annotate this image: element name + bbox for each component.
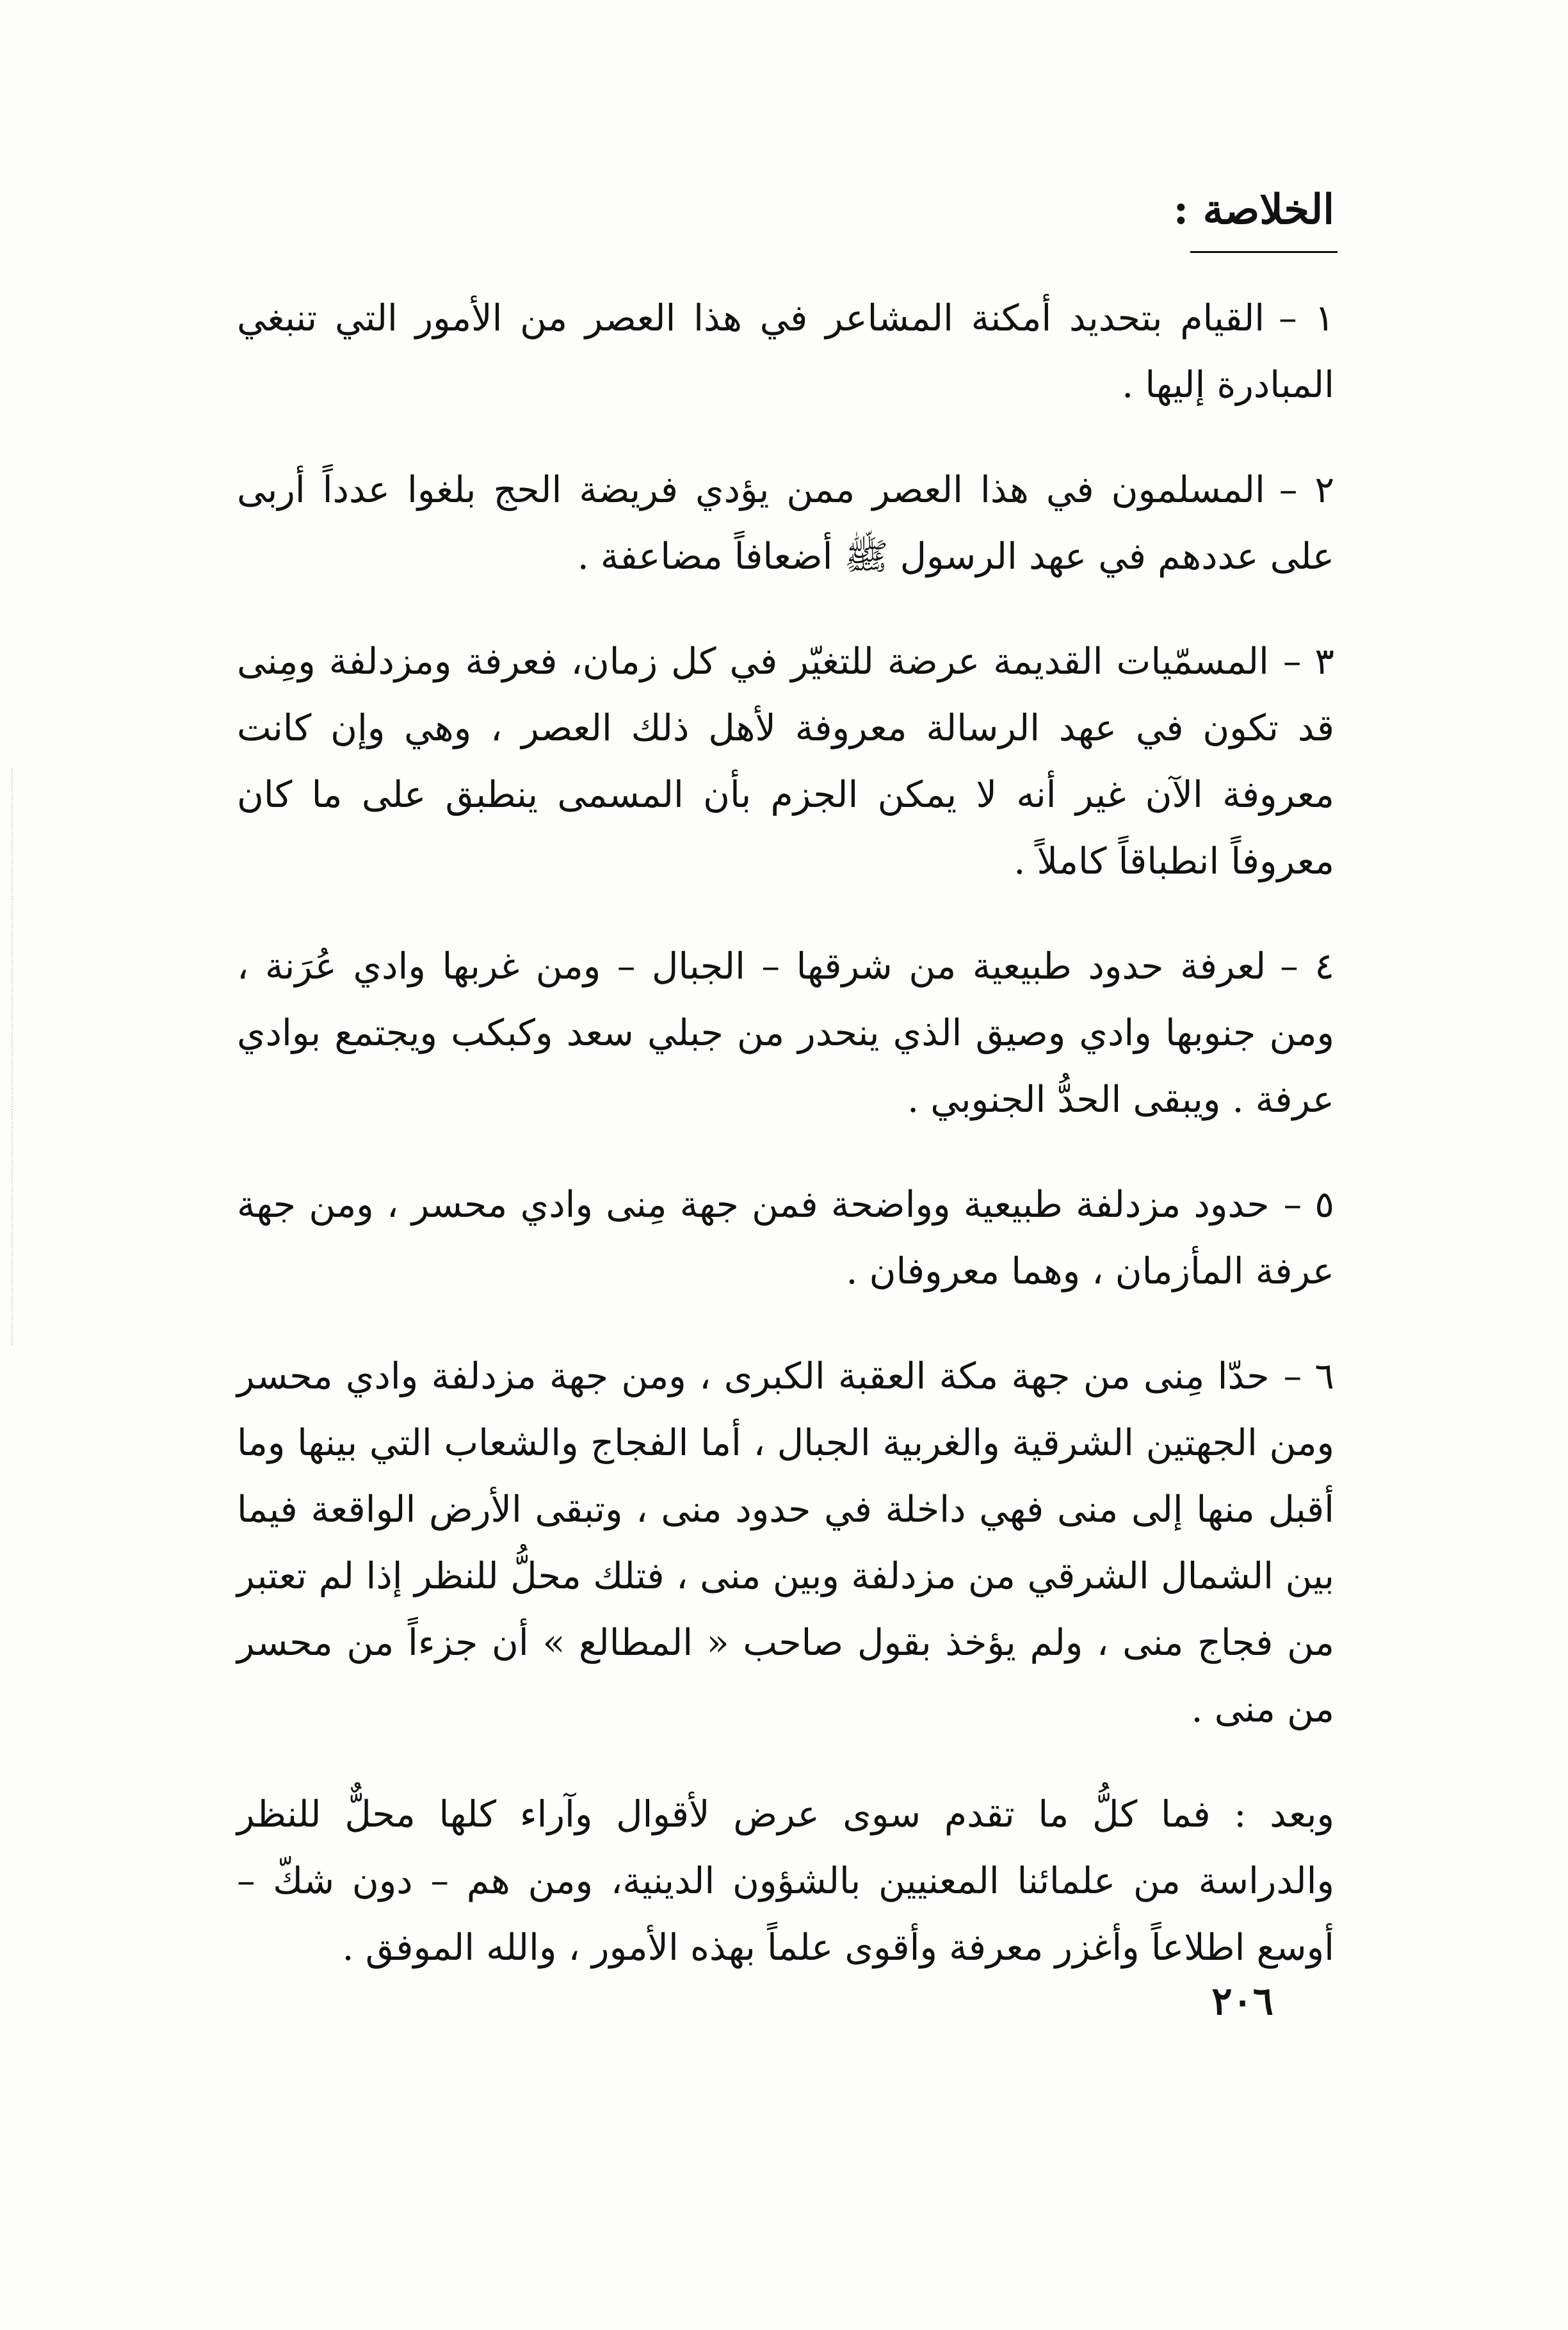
- item-number: ٣ –: [1282, 640, 1334, 683]
- summary-item-6: [237, 1343, 1334, 1743]
- item-number: ٢ –: [1279, 469, 1334, 511]
- item-text: المسلمون في هذا العصر ممن يؤدي فريضة الحج بلغوا عدداً أربى على عددهم في عهد الرسول ﷺ أضعافاً مضاعفة .: [237, 469, 1334, 578]
- heading-underline: [1190, 251, 1338, 253]
- summary-content: [237, 285, 1334, 2019]
- summary-item-5: [237, 1171, 1334, 1305]
- item-text: لعرفة حدود طبيعية من شرقها – الجبال – ومن غربها وادي عُرَنة ، ومن جنوبها وادي وصيق الذي ينحدر من جبلي سعد وكبكب ويجتمع بوادي عرفة . ويبقى الحدُّ الجنوبي .: [237, 945, 1334, 1121]
- summary-item-4: [237, 933, 1334, 1133]
- item-text: حدّا مِنى من جهة مكة العقبة الكبرى ، ومن جهة مزدلفة وادي محسر ومن الجهتين الشرقية والغربية الجبال ، أما الفجاج والشعاب التي بينها وما أقبل منها إلى منى فهي داخلة في حدود منى ، وتبقى الأرض الواقعة فيما بين الشمال الشرقي من مزدلفة وبين منى ، فتلك محلُّ للنظر إذا لم تعتبر من فجاج منى ، ولم يؤخذ بقول صاحب « المطالع » أن جزءاً من محسر من منى .: [237, 1355, 1334, 1731]
- scan-margin-marks: [12, 769, 17, 1345]
- item-number: ٦ –: [1283, 1355, 1334, 1397]
- closing-paragraph: وبعد : فما كلُّ ما تقدم سوى عرض لأقوال وآراء كلها محلٌّ للنظر والدراسة من علمائنا المعنيين بالشؤون الدينية، ومن هم – دون شكّ – أوسع اطلاعاً وأغزر معرفة وأقوى علماً بهذه الأمور ، والله الموفق .: [237, 1793, 1334, 1969]
- item-number: ٥ –: [1283, 1184, 1334, 1226]
- item-number: ٤ –: [1280, 945, 1334, 988]
- item-text: حدود مزدلفة طبيعية وواضحة فمن جهة مِنى وادي محسر ، ومن جهة عرفة المأزمان ، وهما معروفان .: [237, 1184, 1334, 1292]
- section-heading: الخلاصة :: [1173, 186, 1334, 234]
- summary-item-2: [237, 457, 1334, 590]
- summary-item-1: [237, 285, 1334, 418]
- summary-item-3: [237, 628, 1334, 895]
- item-text: المسمّيات القديمة عرضة للتغيّر في كل زمان، فعرفة ومزدلفة ومِنى قد تكون في عهد الرسالة معروفة لأهل ذلك العصر ، وهي وإن كانت معروفة الآن غير أنه لا يمكن الجزم بأن المسمى ينطبق على ما كان معروفاً انطباقاً كاملاً .: [237, 640, 1334, 883]
- page-number: ٢٠٦: [1211, 1979, 1273, 2024]
- item-number: ١ –: [1279, 297, 1334, 339]
- item-text: القيام بتحديد أمكنة المشاعر في هذا العصر من الأمور التي تنبغي المبادرة إليها .: [237, 297, 1334, 406]
